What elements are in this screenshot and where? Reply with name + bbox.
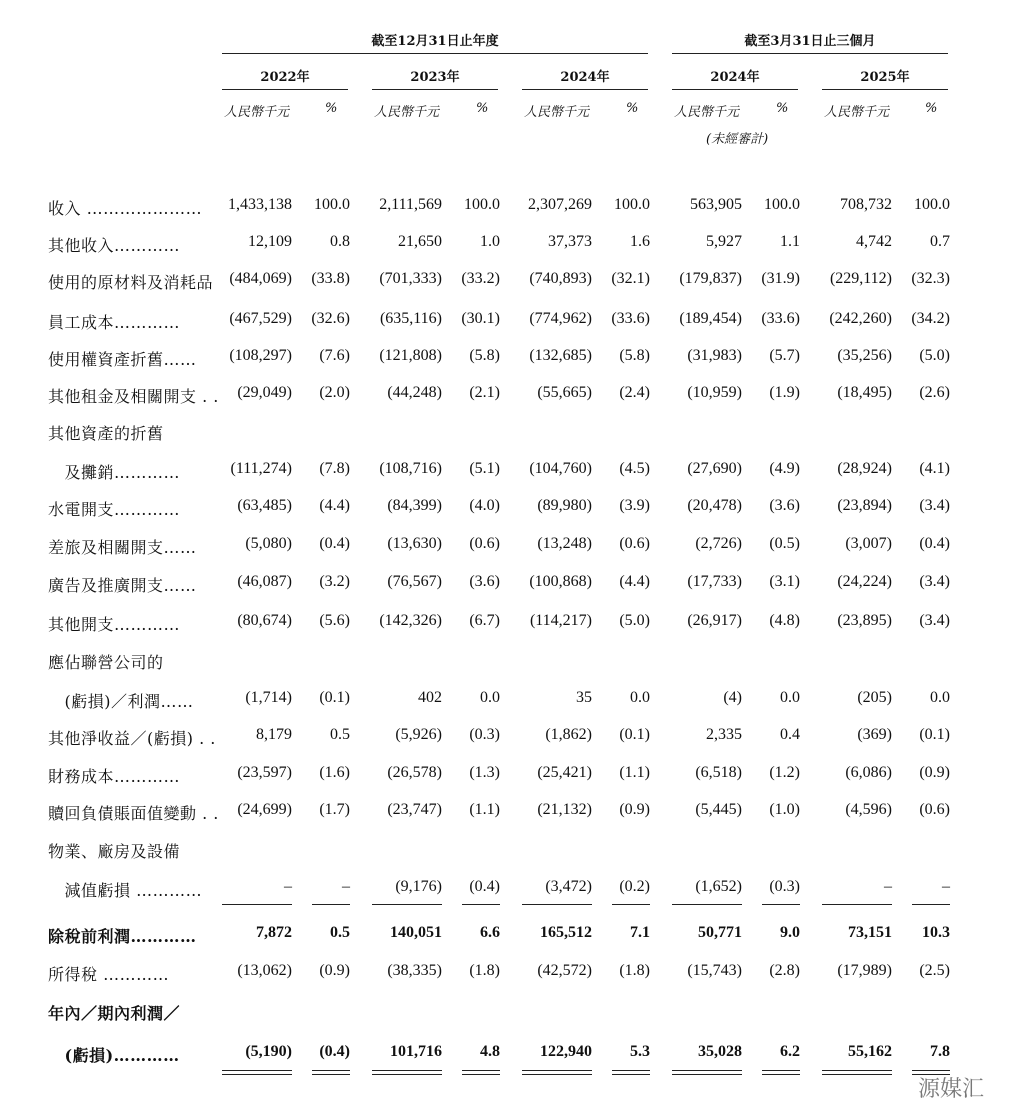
percent-cell: (0.4) xyxy=(319,1043,350,1060)
row-label: 贖回負債賬面值變動 . . xyxy=(48,804,219,823)
percent-cell: 100.0 xyxy=(764,196,800,213)
amount-cell: (467,529) xyxy=(229,310,292,327)
percent-cell: 0.4 xyxy=(780,726,800,743)
percent-cell: (2.5) xyxy=(919,962,950,979)
row-label: 其他資產的折舊 xyxy=(48,424,164,443)
percent-cell: (5.0) xyxy=(619,612,650,629)
percent-cell: 7.1 xyxy=(630,924,650,941)
subtotal-line xyxy=(312,904,350,905)
subtotal-line xyxy=(222,904,292,905)
percent-cell: (31.9) xyxy=(761,270,800,287)
row-label: 使用的原材料及消耗品 xyxy=(48,273,214,292)
watermark-text: 源媒汇 xyxy=(918,1077,985,1102)
double-underline xyxy=(312,1070,350,1071)
year-header: 2023年 xyxy=(372,66,498,90)
row-label: 其他租金及相關開支 . . xyxy=(48,387,219,406)
amount-cell: 122,940 xyxy=(540,1043,592,1060)
pct-header: % xyxy=(776,101,789,116)
row-label: 財務成本………… xyxy=(48,767,181,786)
amount-cell: 2,307,269 xyxy=(528,196,592,213)
percent-cell: (6.7) xyxy=(469,612,500,629)
amount-cell: (189,454) xyxy=(679,310,742,327)
amount-cell: (17,989) xyxy=(837,962,892,979)
amount-cell: (17,733) xyxy=(687,573,742,590)
percent-cell: (33.6) xyxy=(611,310,650,327)
percent-cell: (4.0) xyxy=(469,497,500,514)
amount-cell: (179,837) xyxy=(679,270,742,287)
amount-cell: (740,893) xyxy=(529,270,592,287)
percent-cell: (1.9) xyxy=(769,384,800,401)
percent-cell: 100.0 xyxy=(914,196,950,213)
percent-cell: (5.8) xyxy=(619,347,650,364)
amount-cell: (9,176) xyxy=(395,878,442,895)
percent-cell: (1.8) xyxy=(619,962,650,979)
amount-cell: 101,716 xyxy=(390,1043,442,1060)
amount-cell: (6,518) xyxy=(695,764,742,781)
percent-cell: 0.7 xyxy=(930,233,950,250)
percent-cell: 100.0 xyxy=(464,196,500,213)
amount-cell: (142,326) xyxy=(379,612,442,629)
amount-cell: (1,652) xyxy=(695,878,742,895)
double-underline xyxy=(372,1070,442,1071)
percent-cell: 10.3 xyxy=(922,924,950,941)
double-underline xyxy=(222,1070,292,1071)
row-label: 年內／期內利潤／ xyxy=(48,1004,181,1023)
percent-cell: (0.2) xyxy=(619,878,650,895)
percent-cell: (7.8) xyxy=(319,460,350,477)
percent-cell: – xyxy=(342,878,350,895)
amount-cell: (1,862) xyxy=(545,726,592,743)
amount-cell: (31,983) xyxy=(687,347,742,364)
percent-cell: (7.6) xyxy=(319,347,350,364)
row-label: 減值虧損 ………… xyxy=(48,881,203,900)
percent-cell: 0.5 xyxy=(330,924,350,941)
percent-cell: (3.9) xyxy=(619,497,650,514)
amount-cell: (10,959) xyxy=(687,384,742,401)
subtotal-line xyxy=(912,904,950,905)
amount-cell: (89,980) xyxy=(537,497,592,514)
subtotal-line xyxy=(672,904,742,905)
year-header: 2025年 xyxy=(822,66,948,90)
percent-cell: (1.2) xyxy=(769,764,800,781)
percent-cell: (0.5) xyxy=(769,535,800,552)
percent-cell: (2.4) xyxy=(619,384,650,401)
row-label: 使用權資產折舊…… xyxy=(48,350,197,369)
percent-cell: (0.9) xyxy=(619,801,650,818)
subtotal-line xyxy=(522,904,592,905)
percent-cell: (2.8) xyxy=(769,962,800,979)
percent-cell: 0.5 xyxy=(330,726,350,743)
amount-cell: (23,597) xyxy=(237,764,292,781)
amount-cell: (1,714) xyxy=(245,689,292,706)
unit-header: 人民幣千元 xyxy=(374,105,440,120)
amount-cell: 21,650 xyxy=(398,233,442,250)
percent-cell: (0.3) xyxy=(469,726,500,743)
amount-cell: 7,872 xyxy=(256,924,292,941)
header-group-three-months: 截至3月31日止三個月 xyxy=(672,30,948,54)
percent-cell: (1.1) xyxy=(619,764,650,781)
percent-cell: (1.7) xyxy=(319,801,350,818)
percent-cell: (0.1) xyxy=(619,726,650,743)
amount-cell: 2,335 xyxy=(706,726,742,743)
year-header: 2024年 xyxy=(522,66,648,90)
percent-cell: (2.1) xyxy=(469,384,500,401)
year-header: 2024年 xyxy=(672,66,798,90)
amount-cell: 12,109 xyxy=(248,233,292,250)
amount-cell: 35,028 xyxy=(698,1043,742,1060)
row-label: 所得稅 ………… xyxy=(48,965,170,984)
percent-cell: 4.8 xyxy=(480,1043,500,1060)
amount-cell: (484,069) xyxy=(229,270,292,287)
amount-cell: (28,924) xyxy=(837,460,892,477)
amount-cell: (774,962) xyxy=(529,310,592,327)
double-underline xyxy=(762,1074,800,1075)
double-underline xyxy=(762,1070,800,1071)
amount-cell: 402 xyxy=(418,689,442,706)
percent-cell: (2.6) xyxy=(919,384,950,401)
percent-cell: (0.6) xyxy=(619,535,650,552)
amount-cell: (111,274) xyxy=(230,460,292,477)
percent-cell: (0.6) xyxy=(469,535,500,552)
subtotal-line xyxy=(372,904,442,905)
percent-cell: 5.3 xyxy=(630,1043,650,1060)
amount-cell: (23,895) xyxy=(837,612,892,629)
double-underline xyxy=(222,1074,292,1075)
amount-cell: 35 xyxy=(576,689,592,706)
amount-cell: 73,151 xyxy=(848,924,892,941)
percent-cell: 0.0 xyxy=(480,689,500,706)
percent-cell: (33.6) xyxy=(761,310,800,327)
subtotal-line xyxy=(462,904,500,905)
percent-cell: 1.0 xyxy=(480,233,500,250)
amount-cell: (5,080) xyxy=(245,535,292,552)
amount-cell: (23,894) xyxy=(837,497,892,514)
amount-cell: (108,297) xyxy=(229,347,292,364)
amount-cell: (13,248) xyxy=(537,535,592,552)
subtotal-line xyxy=(822,904,892,905)
amount-cell: (46,087) xyxy=(237,573,292,590)
amount-cell: (4) xyxy=(723,689,742,706)
row-label: 員工成本………… xyxy=(48,313,181,332)
amount-cell: (701,333) xyxy=(379,270,442,287)
percent-cell: (3.4) xyxy=(919,497,950,514)
percent-cell: (33.2) xyxy=(461,270,500,287)
amount-cell: (38,335) xyxy=(387,962,442,979)
amount-cell: (21,132) xyxy=(537,801,592,818)
double-underline xyxy=(612,1074,650,1075)
percent-cell: (0.9) xyxy=(319,962,350,979)
row-label: 物業、廠房及設備 xyxy=(48,842,181,861)
percent-cell: (5.6) xyxy=(319,612,350,629)
amount-cell: (26,578) xyxy=(387,764,442,781)
amount-cell: (229,112) xyxy=(829,270,892,287)
amount-cell: (84,399) xyxy=(387,497,442,514)
year-header: 2022年 xyxy=(222,66,348,90)
row-label: 及攤銷………… xyxy=(48,463,181,482)
percent-cell: (5.0) xyxy=(919,347,950,364)
amount-cell: 50,771 xyxy=(698,924,742,941)
row-label: (虧損)／利潤…… xyxy=(48,692,194,711)
amount-cell: (114,217) xyxy=(529,612,592,629)
percent-cell: (1.3) xyxy=(469,764,500,781)
amount-cell: (23,747) xyxy=(387,801,442,818)
amount-cell: 1,433,138 xyxy=(228,196,292,213)
amount-cell: (5,445) xyxy=(695,801,742,818)
amount-cell: (44,248) xyxy=(387,384,442,401)
double-underline xyxy=(372,1074,442,1075)
percent-cell: 7.8 xyxy=(930,1043,950,1060)
percent-cell: 6.6 xyxy=(480,924,500,941)
percent-cell: (3.6) xyxy=(469,573,500,590)
amount-cell: (35,256) xyxy=(837,347,892,364)
percent-cell: (2.0) xyxy=(319,384,350,401)
double-underline xyxy=(672,1074,742,1075)
percent-cell: (0.6) xyxy=(919,801,950,818)
amount-cell: (80,674) xyxy=(237,612,292,629)
row-label: 收入 ………………… xyxy=(48,199,203,218)
percent-cell: (1.8) xyxy=(469,962,500,979)
percent-cell: 100.0 xyxy=(314,196,350,213)
double-underline xyxy=(672,1070,742,1071)
amount-cell: (63,485) xyxy=(237,497,292,514)
percent-cell: (5.1) xyxy=(469,460,500,477)
percent-cell: (5.8) xyxy=(469,347,500,364)
percent-cell: (1.0) xyxy=(769,801,800,818)
amount-cell: (25,421) xyxy=(537,764,592,781)
percent-cell: (3.2) xyxy=(319,573,350,590)
amount-cell: (26,917) xyxy=(687,612,742,629)
percent-cell: (0.1) xyxy=(919,726,950,743)
amount-cell: 5,927 xyxy=(706,233,742,250)
amount-cell: 2,111,569 xyxy=(379,196,442,213)
percent-cell: (32.1) xyxy=(611,270,650,287)
row-label: 應佔聯營公司的 xyxy=(48,653,164,672)
amount-cell: (55,665) xyxy=(537,384,592,401)
amount-cell: (24,224) xyxy=(837,573,892,590)
percent-cell: 0.8 xyxy=(330,233,350,250)
row-label: 其他收入………… xyxy=(48,236,181,255)
row-label: 其他開支………… xyxy=(48,615,181,634)
amount-cell: (24,699) xyxy=(237,801,292,818)
amount-cell: (2,726) xyxy=(695,535,742,552)
amount-cell: (242,260) xyxy=(829,310,892,327)
row-label: 其他淨收益／(虧損) . . xyxy=(48,729,216,748)
double-underline xyxy=(822,1070,892,1071)
amount-cell: (29,049) xyxy=(237,384,292,401)
amount-cell: (4,596) xyxy=(845,801,892,818)
row-label: 水電開支………… xyxy=(48,500,181,519)
percent-cell: (3.6) xyxy=(769,497,800,514)
percent-cell: (3.1) xyxy=(769,573,800,590)
percent-cell: (4.1) xyxy=(919,460,950,477)
percent-cell: 1.6 xyxy=(630,233,650,250)
row-label: (虧損)………… xyxy=(48,1046,180,1065)
amount-cell: (5,926) xyxy=(395,726,442,743)
percent-cell: (4.4) xyxy=(619,573,650,590)
double-underline xyxy=(312,1074,350,1075)
amount-cell: (635,116) xyxy=(379,310,442,327)
amount-cell: (76,567) xyxy=(387,573,442,590)
percent-cell: (4.4) xyxy=(319,497,350,514)
percent-cell: (0.4) xyxy=(469,878,500,895)
percent-cell: (5.7) xyxy=(769,347,800,364)
percent-cell: (4.5) xyxy=(619,460,650,477)
amount-cell: (20,478) xyxy=(687,497,742,514)
double-underline xyxy=(522,1074,592,1075)
amount-cell: 563,905 xyxy=(690,196,742,213)
subtotal-line xyxy=(612,904,650,905)
percent-cell: (1.1) xyxy=(469,801,500,818)
double-underline xyxy=(822,1074,892,1075)
amount-cell: (3,472) xyxy=(545,878,592,895)
double-underline xyxy=(612,1070,650,1071)
double-underline xyxy=(522,1070,592,1071)
header-group-year-end: 截至12月31日止年度 xyxy=(222,30,648,54)
unit-header: 人民幣千元 xyxy=(224,105,290,120)
percent-cell: 6.2 xyxy=(780,1043,800,1060)
percent-cell: (32.6) xyxy=(311,310,350,327)
percent-cell: 0.0 xyxy=(630,689,650,706)
unit-header: 人民幣千元 xyxy=(674,105,740,120)
percent-cell: (0.3) xyxy=(769,878,800,895)
amount-cell: (3,007) xyxy=(845,535,892,552)
amount-cell: (108,716) xyxy=(379,460,442,477)
amount-cell: (42,572) xyxy=(537,962,592,979)
percent-cell: 100.0 xyxy=(614,196,650,213)
row-label: 除稅前利潤………… xyxy=(48,927,197,946)
percent-cell: (34.2) xyxy=(911,310,950,327)
pct-header: % xyxy=(476,101,489,116)
double-underline xyxy=(462,1074,500,1075)
amount-cell: (104,760) xyxy=(529,460,592,477)
percent-cell: 0.0 xyxy=(780,689,800,706)
double-underline xyxy=(912,1070,950,1071)
amount-cell: (15,743) xyxy=(687,962,742,979)
amount-cell: 37,373 xyxy=(548,233,592,250)
amount-cell: 165,512 xyxy=(540,924,592,941)
amount-cell: (18,495) xyxy=(837,384,892,401)
pct-header: % xyxy=(925,101,938,116)
amount-cell: – xyxy=(884,878,892,895)
pct-header: % xyxy=(626,101,639,116)
amount-cell: (27,690) xyxy=(687,460,742,477)
percent-cell: (0.1) xyxy=(319,689,350,706)
amount-cell: (121,808) xyxy=(379,347,442,364)
percent-cell: (4.9) xyxy=(769,460,800,477)
percent-cell: (0.9) xyxy=(919,764,950,781)
percent-cell: 1.1 xyxy=(780,233,800,250)
percent-cell: (30.1) xyxy=(461,310,500,327)
subtotal-line xyxy=(762,904,800,905)
unit-header: 人民幣千元 xyxy=(824,105,890,120)
amount-cell: 4,742 xyxy=(856,233,892,250)
row-label: 廣告及推廣開支…… xyxy=(48,576,197,595)
percent-cell: (32.3) xyxy=(911,270,950,287)
percent-cell: (3.4) xyxy=(919,612,950,629)
amount-cell: (205) xyxy=(857,689,892,706)
percent-cell: 0.0 xyxy=(930,689,950,706)
unaudited-note: (未經審計) xyxy=(706,132,769,147)
amount-cell: – xyxy=(284,878,292,895)
amount-cell: 55,162 xyxy=(848,1043,892,1060)
percent-cell: 9.0 xyxy=(780,924,800,941)
percent-cell: (4.8) xyxy=(769,612,800,629)
percent-cell: (0.4) xyxy=(319,535,350,552)
amount-cell: (132,685) xyxy=(529,347,592,364)
percent-cell: – xyxy=(942,878,950,895)
amount-cell: 140,051 xyxy=(390,924,442,941)
unit-header: 人民幣千元 xyxy=(524,105,590,120)
percent-cell: (33.8) xyxy=(311,270,350,287)
percent-cell: (3.4) xyxy=(919,573,950,590)
amount-cell: (369) xyxy=(857,726,892,743)
amount-cell: 8,179 xyxy=(256,726,292,743)
pct-header: % xyxy=(325,101,338,116)
row-label: 差旅及相關開支…… xyxy=(48,538,197,557)
amount-cell: (13,630) xyxy=(387,535,442,552)
amount-cell: (13,062) xyxy=(237,962,292,979)
percent-cell: (1.6) xyxy=(319,764,350,781)
amount-cell: 708,732 xyxy=(840,196,892,213)
amount-cell: (100,868) xyxy=(529,573,592,590)
amount-cell: (6,086) xyxy=(845,764,892,781)
percent-cell: (0.4) xyxy=(919,535,950,552)
double-underline xyxy=(462,1070,500,1071)
amount-cell: (5,190) xyxy=(245,1043,292,1060)
